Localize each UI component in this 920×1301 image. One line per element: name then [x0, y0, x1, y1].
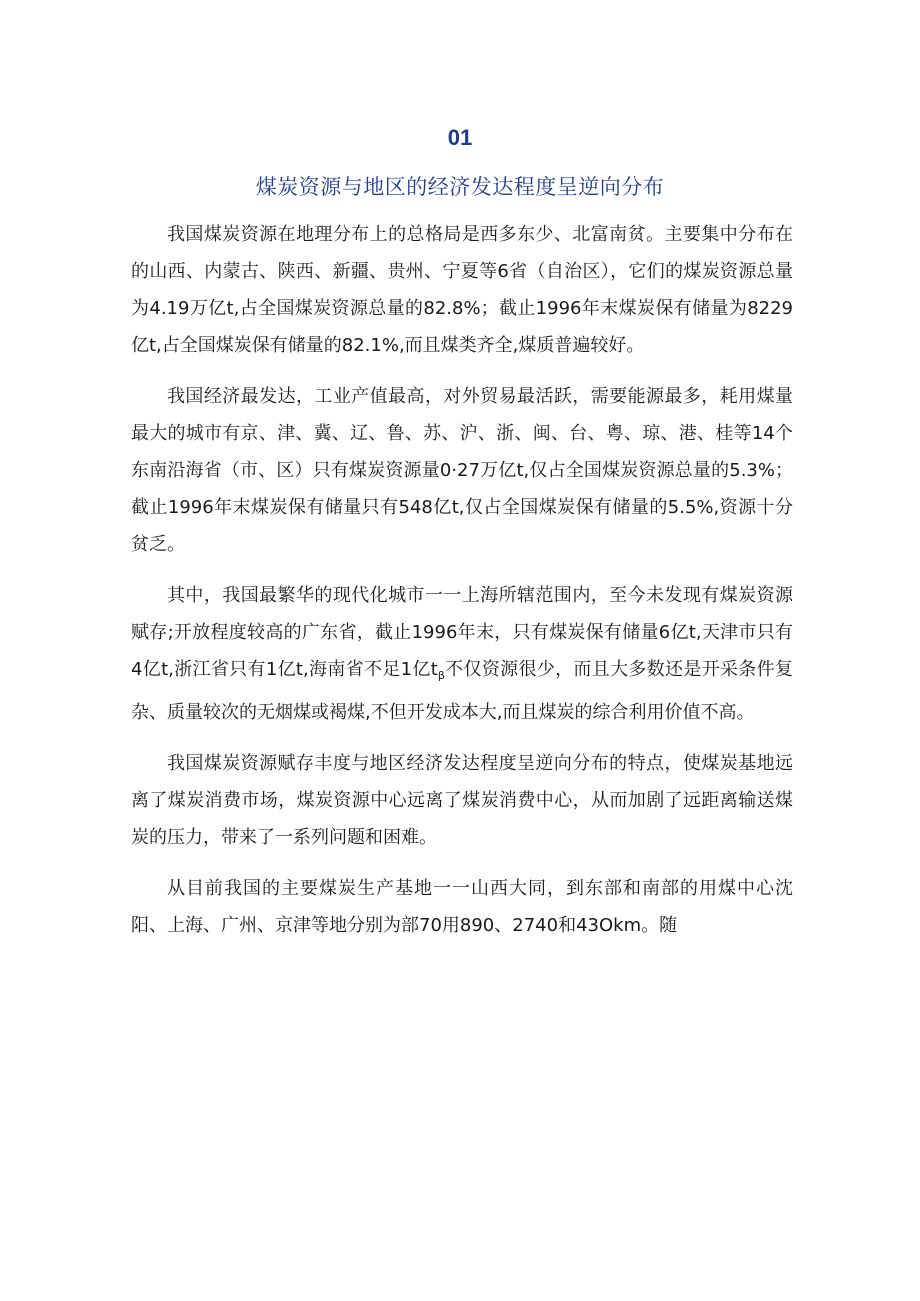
article-body: [131, 216, 793, 958]
section-title: 煤炭资源与地区的经济发达程度呈逆向分布: [255, 175, 665, 199]
paragraph-5: 从目前我国的主要煤炭生产基地一一山西大同，到东部和南部的用煤中心沈阳、上海、广州、京津等地分别为部70用890、2740和43Okm。随: [131, 878, 793, 936]
paragraph-2: 我国经济最发达，工业产值最高，对外贸易最活跃，需要能源最多，耗用煤量最大的城市有京、津、冀、辽、鲁、苏、沪、浙、闽、台、粤、琼、港、桂等14个东南沿海省（市、区）只有煤炭资源量0·27万亿t,仅占全国煤炭资源总量的5.3%；截止1996年末煤炭保有储量只有548亿t,仅占全国煤炭保有储量的5.5%,资源十分贫乏。: [131, 386, 793, 555]
paragraph-3: [131, 577, 793, 731]
subscript-beta: β: [437, 669, 445, 682]
paragraph-3-text-b: 不仅资源很少，而且大多数还是开采条件复杂、质量较次的无烟煤或褐煤,不但开发成本大,而且煤炭的综合利用价值不高。: [131, 659, 793, 723]
paragraph-4: 我国煤炭资源赋存丰度与地区经济发达程度呈逆向分布的特点，使煤炭基地远离了煤炭消费市场，煤炭资源中心远离了煤炭消费中心，从而加剧了远距离输送煤炭的压力，带来了一系列问题和困难。: [131, 753, 793, 848]
section-number: 01: [447, 125, 473, 150]
paragraph-3-text-a: 其中，我国最繁华的现代化城市一一上海所辖范围内，至今未发现有煤炭资源赋存;开放程度较高的广东省，截止1996年末，只有煤炭保有储量6亿t,天津市只有4亿t,浙江省只有1亿t,海南省不足1亿t: [131, 585, 793, 680]
paragraph-1: 我国煤炭资源在地理分布上的总格局是西多东少、北富南贫。主要集中分布在的山西、内蒙古、陕西、新疆、贵州、宁夏等6省（自治区），它们的煤炭资源总量为4.19万亿t,占全国煤炭资源总量的82.8%；截止1996年末煤炭保有储量为8229亿t,占全国煤炭保有储量的82.1%,而且煤类齐全,煤质普遍较好。: [131, 224, 793, 356]
